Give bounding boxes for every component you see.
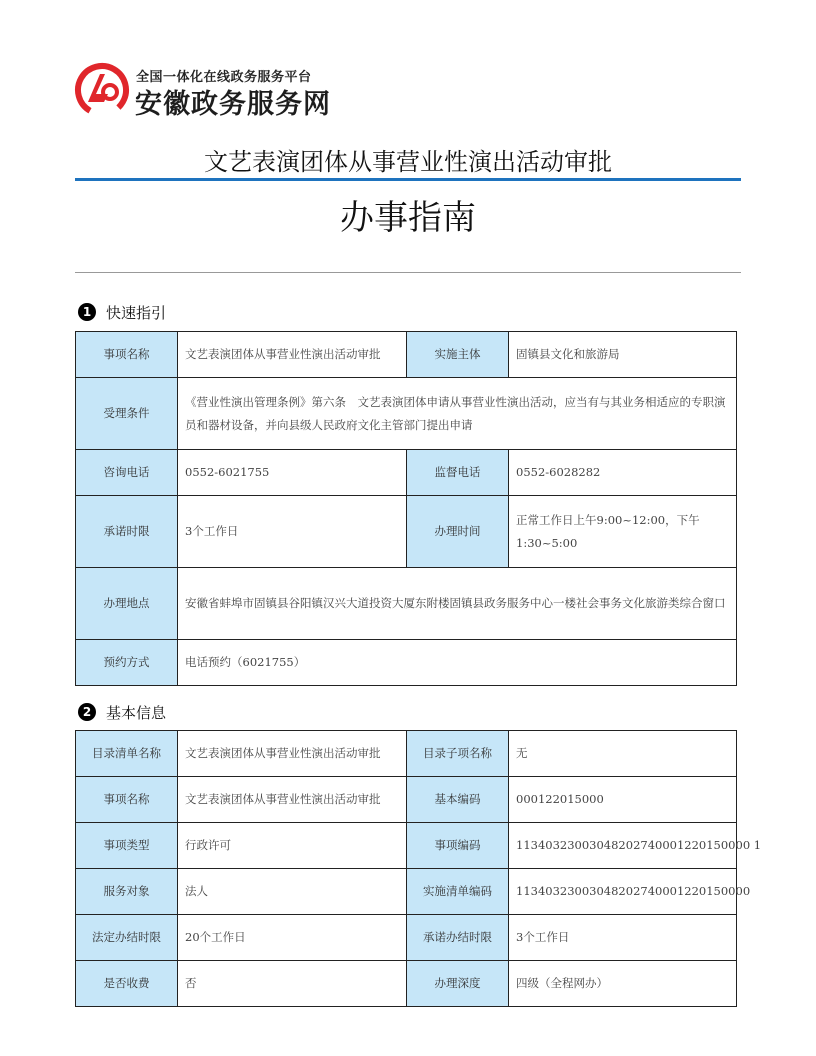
basic-value-2: 11340323003048202740001220150000 1 <box>509 823 737 869</box>
consult-phone-value: 0552-6021755 <box>178 450 407 496</box>
section-number-badge: 1 <box>78 303 96 321</box>
basic-value-1: 否 <box>178 961 407 1007</box>
logo-name: 安徽政务服务网 <box>135 89 331 120</box>
logo-subtitle: 全国一体化在线政务服务平台 <box>136 70 312 85</box>
title-divider <box>75 178 741 181</box>
condition-label: 受理条件 <box>76 378 178 450</box>
table-row <box>76 640 737 686</box>
table-row <box>76 961 737 1007</box>
section-title: 基本信息 <box>106 703 167 722</box>
basic-label-1: 事项名称 <box>76 777 178 823</box>
basic-value-2: 四级（全程网办） <box>509 961 737 1007</box>
basic-value-1: 文艺表演团体从事营业性演出活动审批 <box>178 777 407 823</box>
document-title: 文艺表演团体从事营业性演出活动审批 <box>204 148 612 176</box>
table-row <box>76 731 737 777</box>
table-row <box>76 869 737 915</box>
basic-label-1: 服务对象 <box>76 869 178 915</box>
booking-value: 电话预约（6021755） <box>178 640 737 686</box>
table-row <box>76 777 737 823</box>
table-row <box>76 496 737 568</box>
basic-label-2: 实施清单编码 <box>407 869 509 915</box>
basic-value-1: 文艺表演团体从事营业性演出活动审批 <box>178 731 407 777</box>
basic-value-2: 11340323003048202740001220150000 <box>509 869 737 915</box>
location-label: 办理地点 <box>76 568 178 640</box>
supervise-phone-value: 0552-6028282 <box>509 450 737 496</box>
promise-time-value: 3个工作日 <box>178 496 407 568</box>
supervise-phone-label: 监督电话 <box>407 450 509 496</box>
section-number-badge: 2 <box>78 703 96 721</box>
item-name-label: 事项名称 <box>76 332 178 378</box>
table-row <box>76 378 737 450</box>
section-title: 快速指引 <box>106 303 167 322</box>
location-value: 安徽省蚌埠市固镇县谷阳镇汉兴大道投资大厦东附楼固镇县政务服务中心一楼社会事务文化旅游类综合窗口 <box>178 568 737 640</box>
table-row <box>76 450 737 496</box>
basic-label-2: 基本编码 <box>407 777 509 823</box>
basic-value-1: 20个工作日 <box>178 915 407 961</box>
basic-label-2: 办理深度 <box>407 961 509 1007</box>
consult-phone-label: 咨询电话 <box>76 450 178 496</box>
basic-value-1: 法人 <box>178 869 407 915</box>
basic-value-1: 行政许可 <box>178 823 407 869</box>
basic-value-2: 000122015000 <box>509 777 737 823</box>
subject-value: 固镇县文化和旅游局 <box>509 332 737 378</box>
condition-value: 《营业性演出管理条例》第六条 文艺表演团体申请从事营业性演出活动，应当有与其业务相适应的专职演员和器材设备，并向县级人民政府文化主管部门提出申请 <box>178 378 737 450</box>
basic-label-1: 目录清单名称 <box>76 731 178 777</box>
logo <box>74 62 344 118</box>
basic-label-2: 承诺办结时限 <box>407 915 509 961</box>
quick-guide-table <box>75 331 737 686</box>
basic-value-2: 无 <box>509 731 737 777</box>
section-header-basic-info <box>78 701 166 723</box>
table-row <box>76 332 737 378</box>
booking-label: 预约方式 <box>76 640 178 686</box>
table-row <box>76 915 737 961</box>
basic-info-table <box>75 730 762 1007</box>
basic-label-1: 法定办结时限 <box>76 915 178 961</box>
basic-label-2: 目录子项名称 <box>407 731 509 777</box>
basic-label-2: 事项编码 <box>407 823 509 869</box>
item-name-value: 文艺表演团体从事营业性演出活动审批 <box>178 332 407 378</box>
basic-label-1: 事项类型 <box>76 823 178 869</box>
section-divider <box>75 272 741 273</box>
office-hours-label: 办理时间 <box>407 496 509 568</box>
basic-value-2: 3个工作日 <box>509 915 737 961</box>
logo-mark-icon <box>74 62 130 118</box>
promise-time-label: 承诺时限 <box>76 496 178 568</box>
basic-label-1: 是否收费 <box>76 961 178 1007</box>
office-hours-value: 正常工作日上午9:00~12:00，下午1:30~5:00 <box>509 496 737 568</box>
table-row <box>76 568 737 640</box>
document-subtitle: 办事指南 <box>340 198 476 238</box>
section-header-quick-guide <box>78 301 166 323</box>
table-row <box>76 823 737 869</box>
subject-label: 实施主体 <box>407 332 509 378</box>
